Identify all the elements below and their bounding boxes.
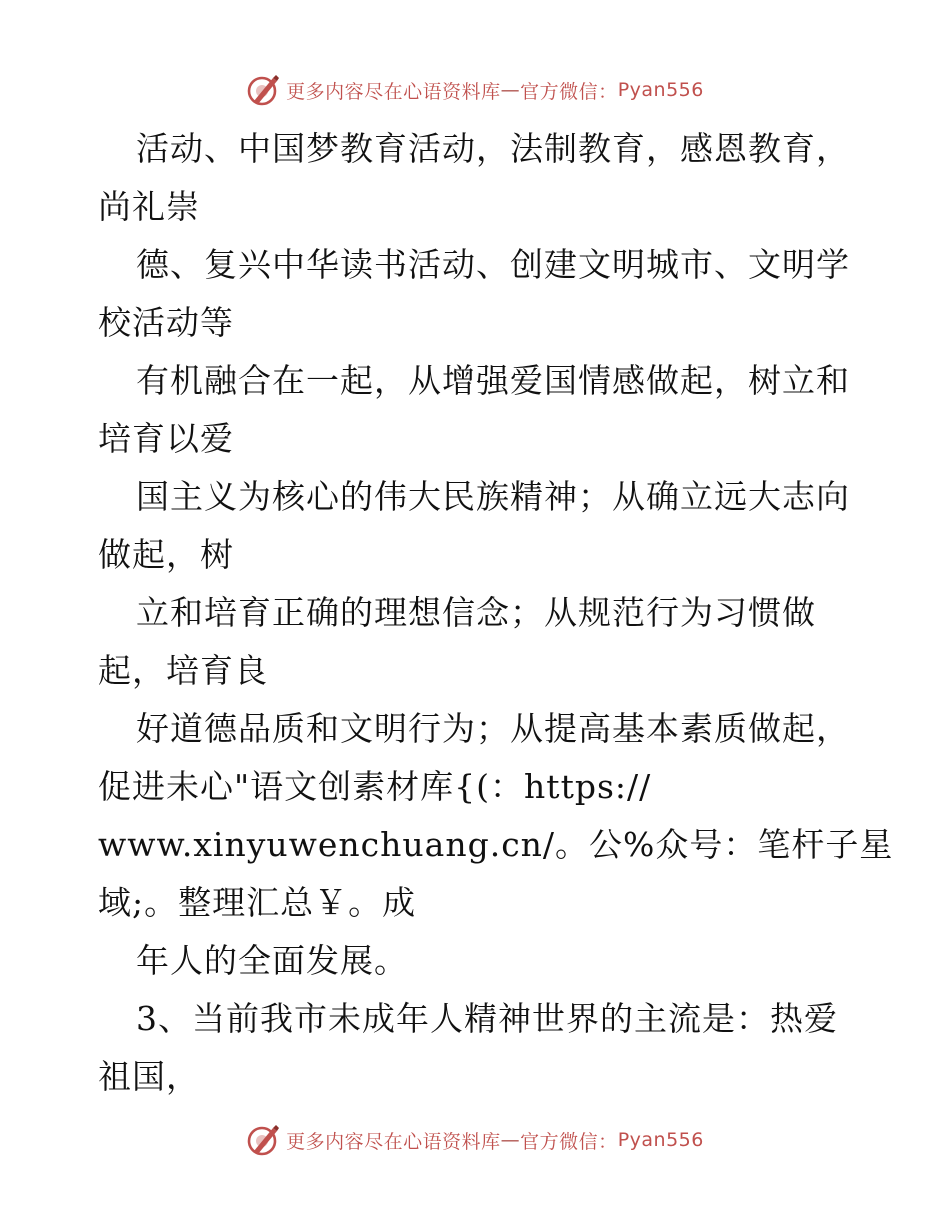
header-watermark [0,70,950,110]
text-line: 3、当前我市未成年人精神世界的主流是：热爱 [136,999,838,1038]
text-line: 校活动等 [98,303,234,342]
text-line: 做起，树 [98,535,234,574]
text-line: 促进未心"语文创素材库{(：https:// [98,767,652,806]
text-line: 活动、中国梦教育活动，法制教育，感恩教育， [136,129,850,168]
document-body [98,120,898,1106]
text-line: 有机融合在一起，从增强爱国情感做起，树立和 [136,361,850,400]
text-line: 年人的全面发展。 [136,941,408,980]
text-line: 国主义为核心的伟大民族精神；从确立远大志向 [136,477,850,516]
text-line: 培育以爱 [98,419,234,458]
footer-watermark [0,1120,950,1160]
footer-wechat-id: Pyan556 [617,1129,704,1151]
text-line: 立和培育正确的理想信念；从规范行为习惯做 [136,593,816,632]
footer-wechat-label: 官方微信： [520,1130,618,1153]
header-wechat-label: 官方微信： [520,80,618,103]
text-line: 祖国， [98,1057,200,1096]
header-wechat-id: Pyan556 [617,79,704,101]
header-text: 更多内容尽在心语资料库 [286,80,501,103]
footer-separator: — [500,1129,521,1151]
pen-logo-icon [246,73,280,107]
text-line: 好道德品质和文明行为；从提高基本素质做起， [136,709,850,748]
footer-text: 更多内容尽在心语资料库 [286,1130,501,1153]
text-line: 起，培育良 [98,651,268,690]
text-line: 尚礼崇 [98,187,200,226]
text-line: 域;。整理汇总￥。成 [98,883,417,922]
header-separator: — [500,79,521,101]
pen-logo-icon [246,1123,280,1157]
text-line: www.xinyuwenchuang.cn/。公%众号：笔杆子星 [98,825,894,864]
text-line: 德、复兴中华读书活动、创建文明城市、文明学 [136,245,850,284]
